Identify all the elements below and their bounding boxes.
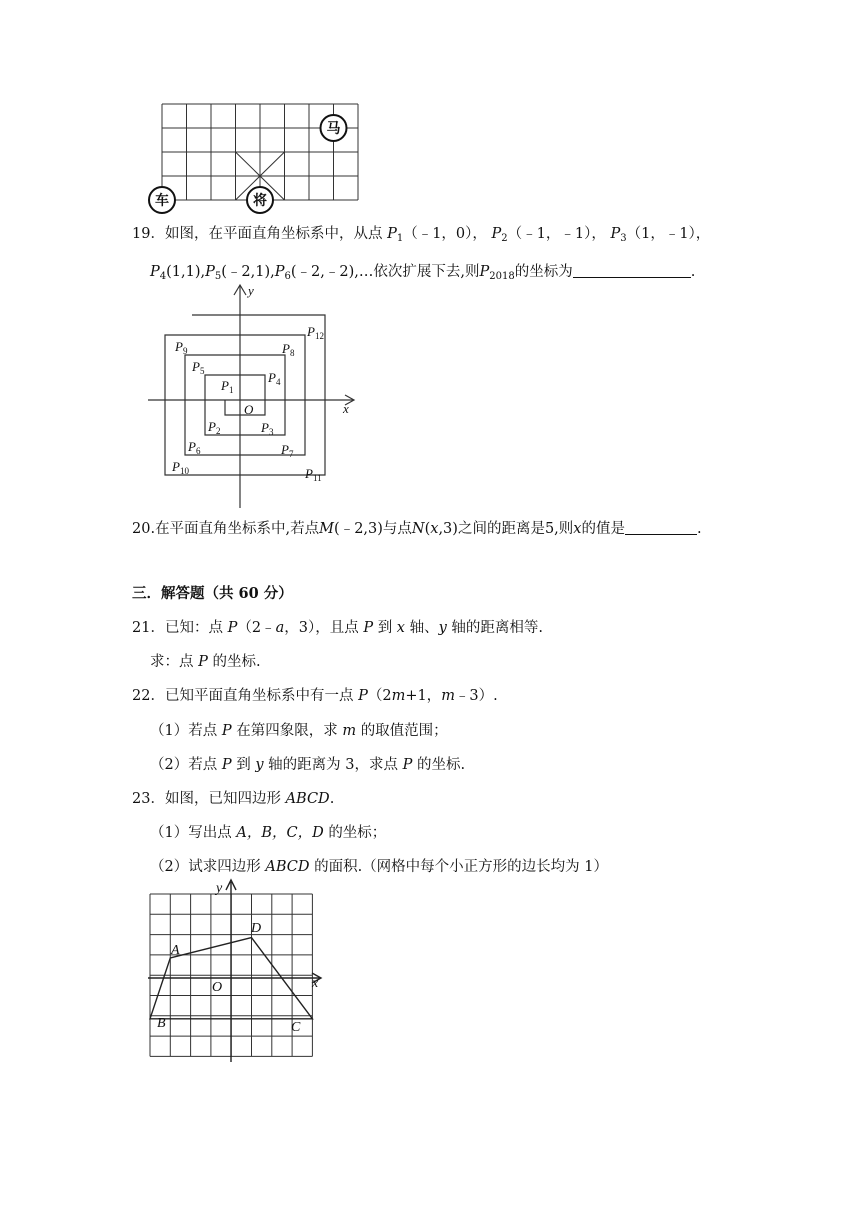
grid-y-axis-label: y bbox=[216, 881, 223, 896]
q22-sub-1 bbox=[150, 721, 448, 741]
q22-s1-b: 在第四象限，求 bbox=[236, 723, 338, 739]
q21-point-p-2: P bbox=[363, 620, 374, 636]
svg-text:车: 车 bbox=[155, 193, 169, 209]
q22-var-m: m bbox=[391, 688, 406, 704]
q19-p2-sub: 2 bbox=[501, 233, 508, 244]
spiral-coordinate-figure bbox=[148, 283, 360, 511]
spiral-point-label-p10: $P_{10}$ bbox=[172, 459, 189, 476]
q23-text-b: . bbox=[329, 791, 335, 807]
q19-p1: P bbox=[387, 226, 397, 242]
spiral-point-label-p3: $P_3$ bbox=[261, 420, 274, 437]
q19-p6: P bbox=[274, 264, 285, 280]
q20-answer-blank[interactable] bbox=[625, 520, 697, 535]
q22-coord-b: +1， bbox=[405, 688, 442, 704]
svg-text:将: 将 bbox=[253, 193, 267, 209]
q22-number: 22． bbox=[132, 688, 165, 704]
q20-text: 在平面直角坐标系中,若点 bbox=[155, 521, 320, 537]
q23-s1-a: （1）写出点 bbox=[150, 825, 232, 841]
q22-coord-a: （2 bbox=[367, 688, 392, 704]
q19-end: . bbox=[690, 264, 696, 280]
q19-p5-coord: (﹣2,1), bbox=[221, 264, 275, 280]
spiral-point-label-p4: $P_4$ bbox=[268, 370, 281, 387]
q20-m-coord: (﹣2,3)与点 bbox=[334, 521, 412, 537]
q19-p2: P bbox=[491, 226, 502, 242]
q19-tail: 的坐标为 bbox=[514, 264, 573, 280]
spiral-point-label-p7: $P_7$ bbox=[281, 442, 294, 459]
spiral-lines bbox=[148, 285, 354, 508]
spiral-point-label-p2: $P_2$ bbox=[208, 419, 221, 436]
q20-n-coord-a: ( bbox=[424, 521, 431, 537]
q19-p4: P bbox=[150, 264, 160, 280]
q21-coord-b: ，3），且点 bbox=[284, 620, 359, 636]
q19-number: 19． bbox=[132, 226, 165, 242]
q23-sub-1 bbox=[150, 823, 386, 843]
q19-p6-sub: 6 bbox=[284, 271, 291, 282]
q19-p2-coord: （﹣1，﹣1）， bbox=[507, 226, 606, 242]
q22-s2-a: （2）若点 bbox=[150, 757, 218, 773]
vertex-label-b: B bbox=[157, 1016, 166, 1031]
spiral-point-label-p8: $P_8$ bbox=[282, 341, 295, 358]
q23-abcd: ABCD bbox=[285, 791, 330, 807]
q21-var-y: y bbox=[438, 620, 447, 636]
q21-ask-p: P bbox=[198, 654, 208, 670]
q22-point-p: P bbox=[358, 688, 368, 704]
q23-s2-abcd: ABCD bbox=[265, 859, 310, 875]
q21-ask-a: 求：点 bbox=[150, 654, 194, 670]
q22-s1-p: P bbox=[221, 723, 232, 739]
q20-point-n: N bbox=[411, 521, 425, 537]
q20-point-m: M bbox=[319, 521, 335, 537]
q19-line-1 bbox=[132, 224, 710, 244]
q23-s2-b: 的面积.（网格中每个小正方形的边长均为 1） bbox=[314, 859, 609, 875]
q22-s2-b: 到 bbox=[236, 757, 251, 773]
q19-p4-sub: 4 bbox=[159, 271, 167, 282]
spiral-point-label-p11: $P_{11}$ bbox=[305, 466, 322, 483]
q19-p6-coord: (﹣2,﹣2),…依次扩展下去,则 bbox=[290, 264, 480, 280]
q21-var-a: a bbox=[275, 620, 285, 636]
q19-p3: P bbox=[610, 226, 621, 242]
grid-origin-label: O bbox=[212, 980, 223, 995]
q20-var-x: x bbox=[430, 521, 439, 537]
q22-var-m-2: m bbox=[441, 688, 455, 704]
spiral-point-label-p6: $P_6$ bbox=[188, 439, 201, 456]
q22-s1-m: m bbox=[342, 723, 357, 739]
q20-n-coord-b: ,3)之间的距离是5,则 bbox=[438, 521, 574, 537]
chess-piece-general bbox=[247, 187, 273, 213]
q22-s2-d: 的坐标. bbox=[416, 757, 466, 773]
q19-p2018: P bbox=[479, 264, 490, 280]
q21-coord-a: （2﹣ bbox=[237, 620, 276, 636]
q22-sub-2 bbox=[150, 755, 465, 775]
q21-text-a: 已知：点 bbox=[164, 620, 223, 636]
q21-line-1 bbox=[132, 618, 543, 638]
q23-s2-a: （2）试求四边形 bbox=[150, 859, 261, 875]
q19-p3-coord: （1，﹣1）， bbox=[626, 226, 711, 242]
q19-p2018-sub: 2018 bbox=[489, 271, 515, 282]
q22-text-a: 已知平面直角坐标系中有一点 bbox=[164, 688, 354, 704]
grid-x-axis-label: x bbox=[312, 976, 319, 991]
q21-text-c: 轴、 bbox=[409, 620, 439, 636]
q22-s2-c: 轴的距离为 3，求点 bbox=[268, 757, 398, 773]
q19-p5-sub: 5 bbox=[214, 271, 222, 282]
q20-tail: 的值是 bbox=[581, 521, 625, 537]
q19-text: 如图，在平面直角坐标系中，从点 bbox=[164, 226, 383, 242]
q19-p3-sub: 3 bbox=[620, 233, 627, 244]
spiral-point-label-p1: $P_1$ bbox=[221, 378, 234, 395]
q21-number: 21． bbox=[132, 620, 165, 636]
section-3-title: 三．解答题（共 60 分） bbox=[132, 585, 293, 602]
q19-answer-blank[interactable] bbox=[573, 263, 691, 278]
q22-s1-c: 的取值范围； bbox=[360, 723, 448, 739]
spiral-x-axis-label: x bbox=[343, 401, 349, 416]
spiral-point-label-p9: $P_9$ bbox=[175, 339, 188, 356]
vertex-label-a: A bbox=[171, 943, 180, 958]
q23-s1-b: 的坐标； bbox=[328, 825, 387, 841]
q23-line-1 bbox=[132, 789, 334, 809]
chess-piece-horse bbox=[321, 115, 347, 141]
q23-s1-points: A，B，C，D bbox=[236, 825, 324, 841]
q22-s1-a: （1）若点 bbox=[150, 723, 218, 739]
q23-number: 23． bbox=[132, 791, 165, 807]
q21-text-d: 轴的距离相等. bbox=[451, 620, 544, 636]
q22-s2-p-2: P bbox=[402, 757, 413, 773]
q20-end: . bbox=[696, 521, 702, 537]
q21-point-p: P bbox=[227, 620, 238, 636]
spiral-y-axis-label: y bbox=[248, 283, 254, 298]
quadrilateral-grid-figure bbox=[140, 876, 330, 1066]
q20-line bbox=[132, 519, 702, 539]
chess-board-figure bbox=[148, 100, 362, 216]
q19-p1-coord: （﹣1，0）， bbox=[403, 226, 487, 242]
vertex-label-d: D bbox=[251, 921, 262, 936]
chess-piece-chariot bbox=[149, 187, 175, 213]
q19-p1-sub: 1 bbox=[396, 233, 404, 244]
q23-sub-2 bbox=[150, 857, 608, 877]
vertex-label-c: C bbox=[291, 1020, 301, 1035]
q20-var-x-2: x bbox=[573, 521, 582, 537]
q22-coord-c: ﹣3）. bbox=[454, 688, 498, 704]
q22-line-1 bbox=[132, 686, 498, 706]
spiral-point-label-p5: $P_5$ bbox=[192, 359, 205, 376]
q23-text-a: 如图，已知四边形 bbox=[164, 791, 281, 807]
svg-text:马: 马 bbox=[326, 121, 341, 137]
q19-p4-coord: (1,1), bbox=[166, 264, 206, 280]
q21-text-b: 到 bbox=[377, 620, 393, 636]
q21-line-2 bbox=[150, 652, 261, 672]
q22-s2-p: P bbox=[221, 757, 232, 773]
q21-ask-b: 的坐标. bbox=[212, 654, 261, 670]
q22-s2-y: y bbox=[255, 757, 264, 773]
q21-var-x: x bbox=[396, 620, 405, 636]
q20-number: 20. bbox=[132, 521, 156, 537]
spiral-point-label-p12: $P_{12}$ bbox=[307, 324, 324, 341]
spiral-origin-label: O bbox=[244, 402, 254, 417]
q19-line-2 bbox=[150, 262, 695, 282]
q19-p5: P bbox=[205, 264, 215, 280]
